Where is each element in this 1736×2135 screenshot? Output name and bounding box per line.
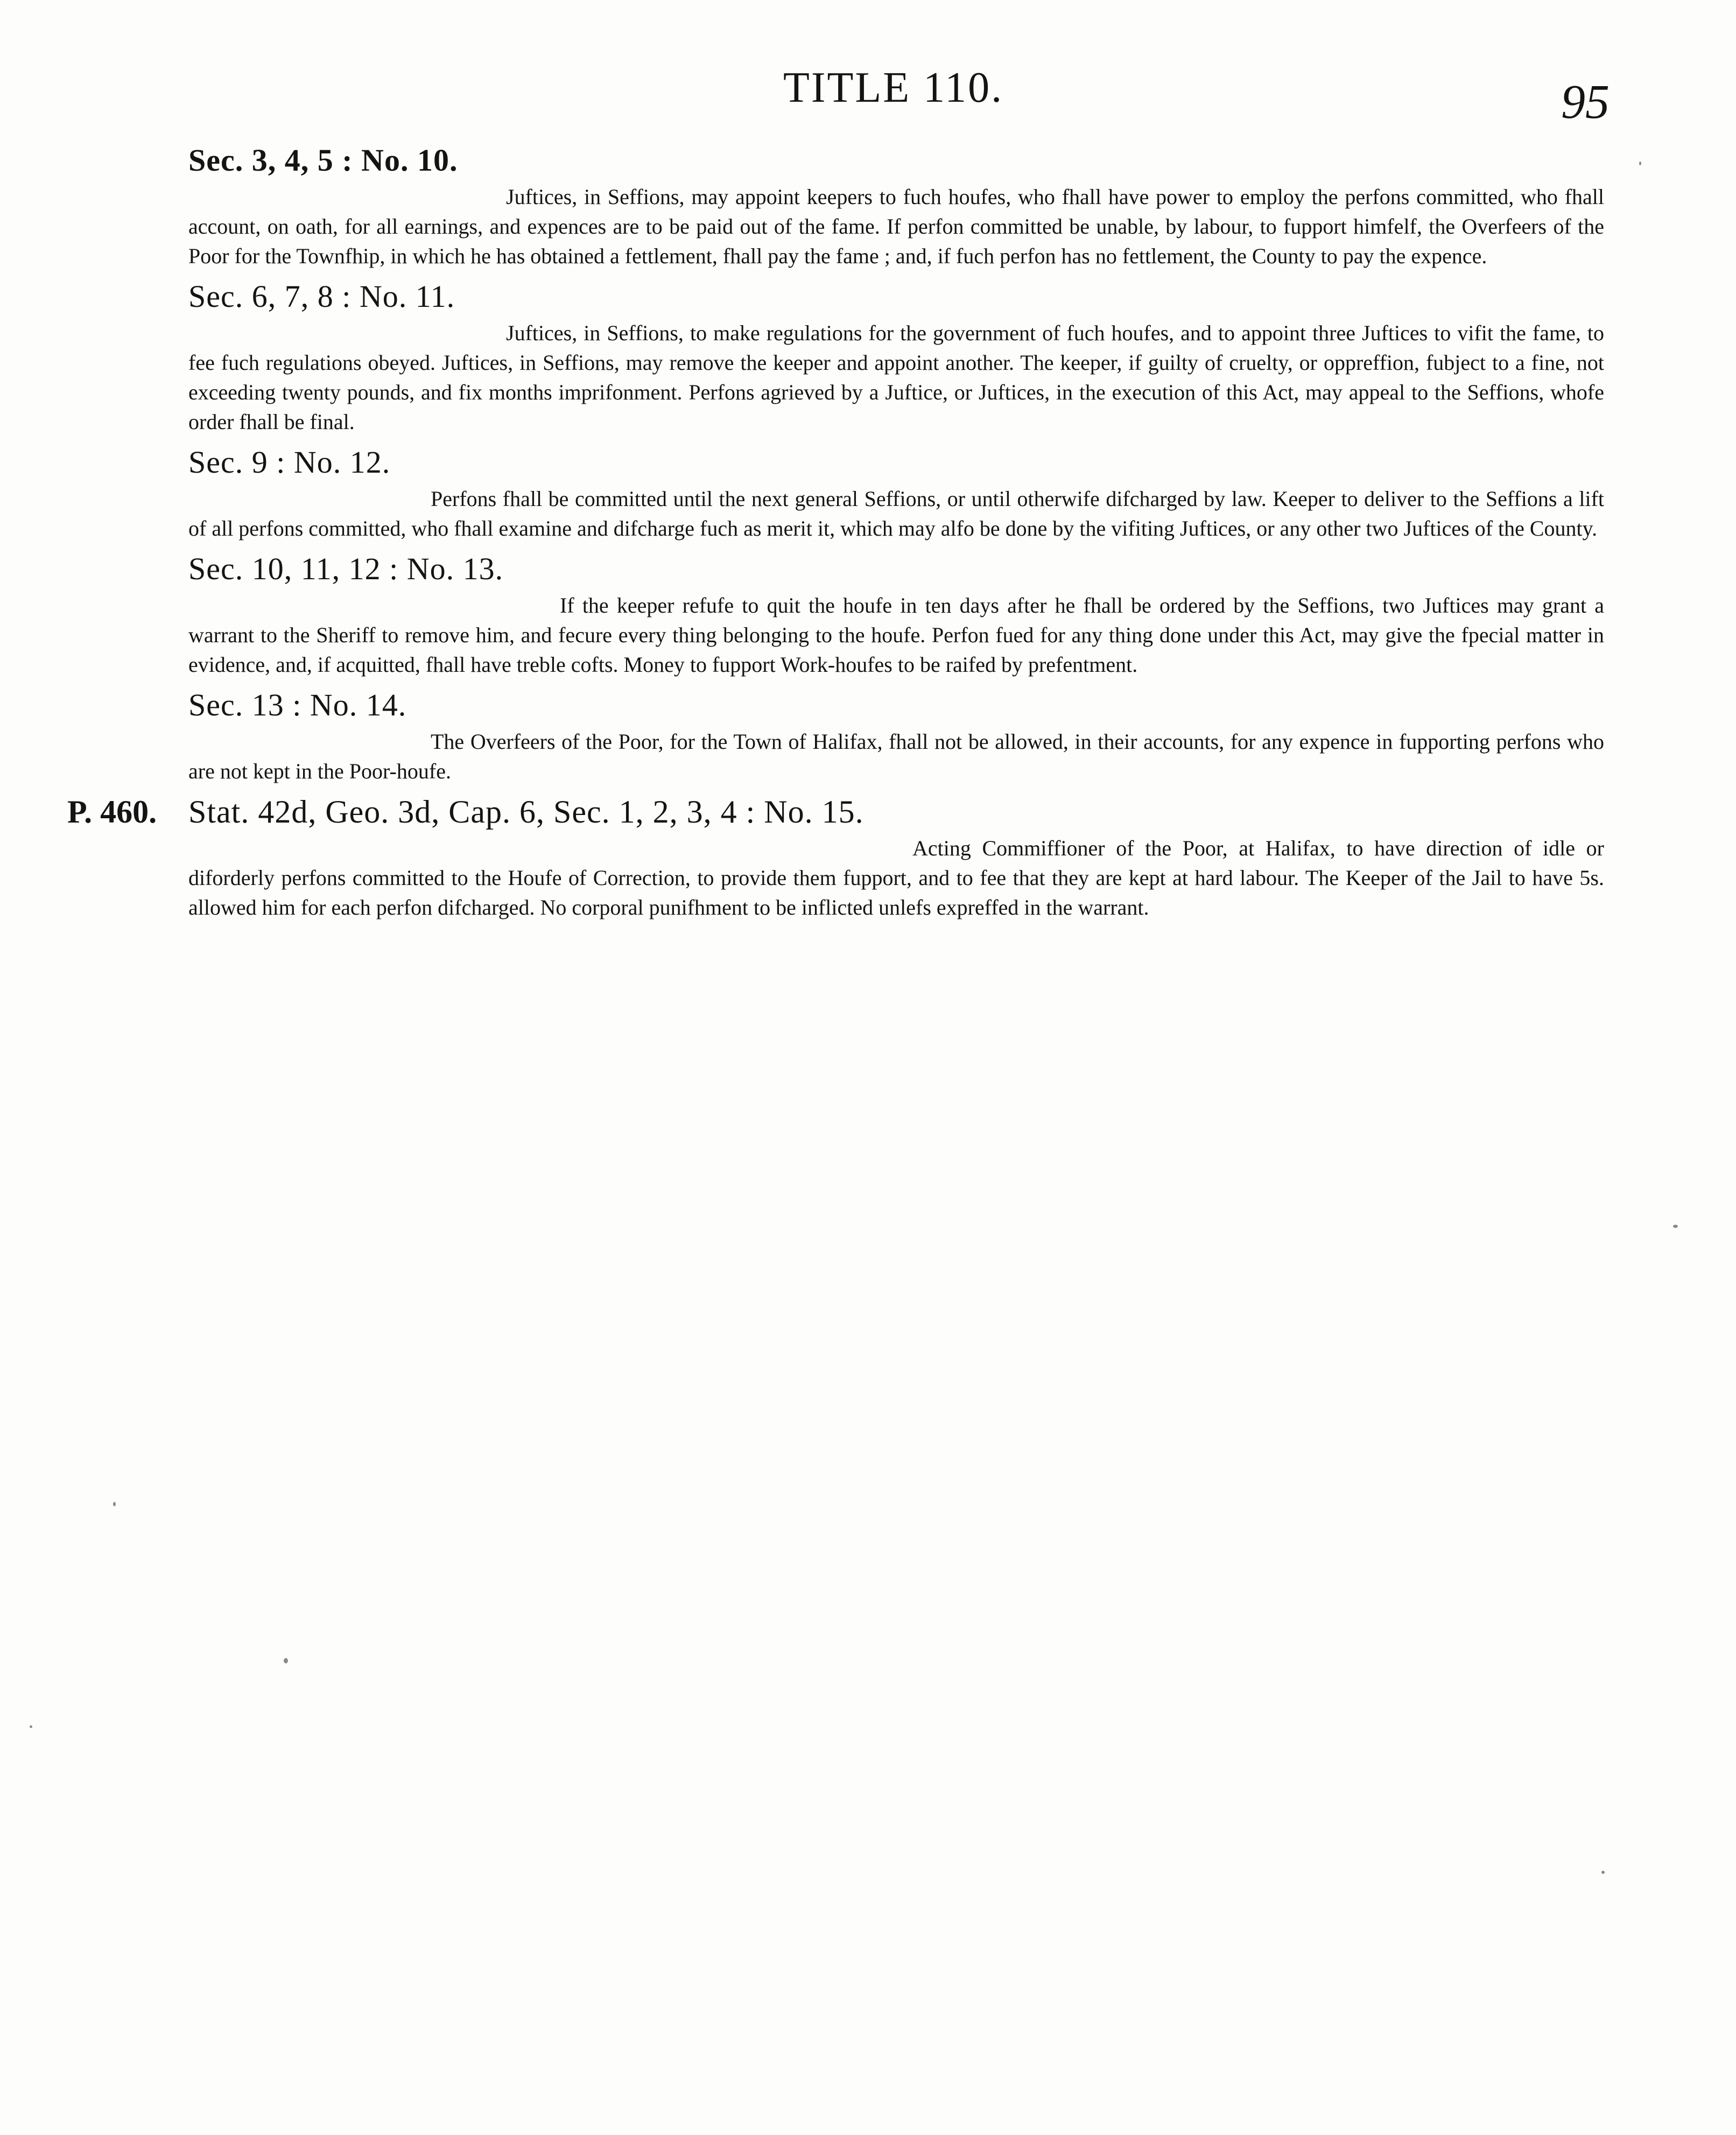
section-text: The Overfeers of the Poor, for the Town of Halifax, fhall not be allowed, in their accounts, for any expence in fupporting perfons who are not kept in the Poor-houfe.: [188, 729, 1604, 783]
scan-speck: [284, 1658, 288, 1663]
statute-heading: Stat. 42d, Geo. 3d, Cap. 6, Sec. 1, 2, 3, 4 : No. 15.: [188, 794, 864, 830]
section-text: Juftices, in Seffions, may appoint keepers to fuch houfes, who fhall have power to employ the perfons committed, who fhall account, on oath, for all earnings, and expences are to be paid out of the fame. If perfon committed be unable, by labour, to fupport himfelf, the Overfeers of the Poor for the Townfhip, in which he has obtained a fettlement, fhall pay the fame ; and, if fuch perfon has no fettlement, the County to pay the expence.: [188, 185, 1604, 268]
statute-text: Acting Commiffioner of the Poor, at Halifax, to have direction of idle or diforderly perfons committed to the Houfe of Correction, to provide them fupport, and to fee that they are kept at hard labour. The Keeper of the Jail to have 5s. allowed him for each perfon difcharged. No corporal punifhment to be inflicted unlefs expreffed in the warrant.: [188, 836, 1604, 919]
section-heading: Sec. 13 : No. 14.: [188, 687, 407, 722]
section-heading: Sec. 3, 4, 5 : No. 10.: [188, 143, 458, 178]
section-entry: [188, 275, 1604, 437]
scan-speck: [30, 1725, 32, 1728]
document-body: [67, 139, 1604, 926]
scan-speck: [113, 1502, 116, 1506]
section-entry: [188, 441, 1604, 543]
section-heading: Sec. 6, 7, 8 : No. 11.: [188, 279, 455, 314]
scan-speck: [1639, 161, 1641, 165]
section-heading: Sec. 9 : No. 12.: [188, 445, 391, 480]
section-text: Perfons fhall be committed until the next general Seffions, or until otherwife difcharged by law. Keeper to deliver to the Seffions a lift of all perfons committed, who fhall examine and difcharge fuch as merit it, which may alfo be done by the vifiting Juftices, or any other two Juftices of the County.: [188, 487, 1604, 540]
section-text: If the keeper refufe to quit the houfe in ten days after he fhall be ordered by the Seffions, two Juftices may grant a warrant to the Sheriff to remove him, and fecure every thing belonging to the houfe. Perfon fued for any thing done under this Act, may give the fpecial matter in evidence, and, if acquitted, fhall have treble cofts. Money to fupport Work-houfes to be raifed by prefentment.: [188, 593, 1604, 677]
page-number: 95: [1561, 75, 1610, 129]
section-entry: [188, 547, 1604, 679]
section-text: Juftices, in Seffions, to make regulations for the government of fuch houfes, and to appoint three Juftices to vifit the fame, to fee fuch regulations obeyed. Juftices, in Seffions, may remove the keeper and appoint another. The keeper, if guilty of cruelty, or oppreffion, fubject to a fine, not exceeding twenty pounds, and fix months imprifonment. Perfons agrieved by a Juftice, or Juftices, in the execution of this Act, may appeal to the Seffions, whofe order fhall be final.: [188, 321, 1604, 434]
section-entry: [188, 684, 1604, 786]
section-heading: Sec. 10, 11, 12 : No. 13.: [188, 551, 504, 586]
page-reference: P. 460.: [67, 794, 157, 830]
page-title: TITLE 110.: [783, 64, 1004, 111]
section-entry: [188, 139, 1604, 271]
scan-speck: [1673, 1225, 1678, 1228]
statute-entry: [67, 790, 1604, 922]
scan-speck: [1601, 1871, 1605, 1874]
